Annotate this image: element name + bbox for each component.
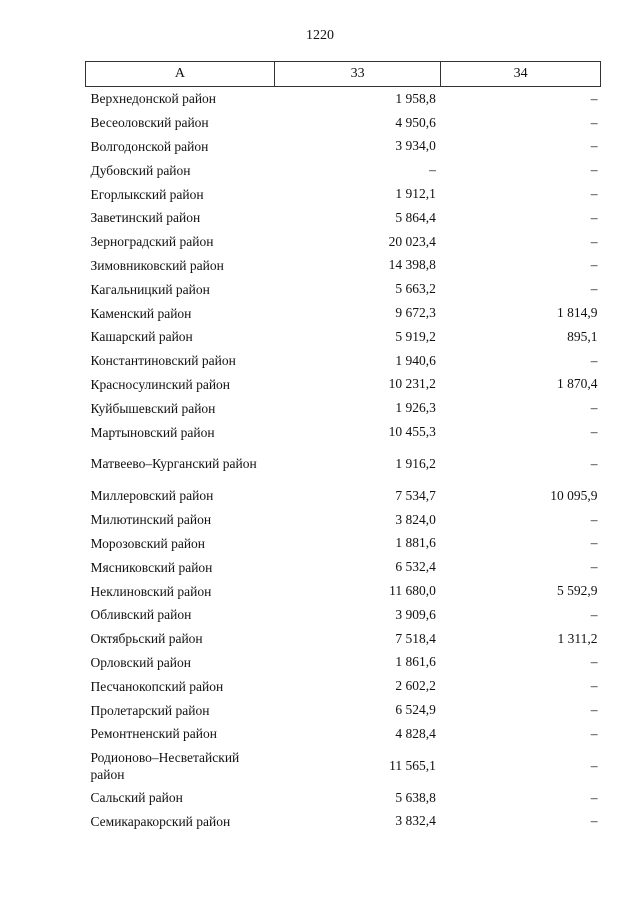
district-name-cell: Родионово–Несветайский район bbox=[90, 749, 240, 782]
district-name-cell: Константиновский район bbox=[90, 353, 236, 369]
value-33-cell: 1 926,3 bbox=[395, 400, 436, 416]
district-name-cell: Волгодонской район bbox=[90, 138, 209, 154]
district-name-cell: Милютинский район bbox=[90, 512, 212, 528]
district-name-cell: Неклиновский район bbox=[90, 583, 212, 599]
value-33-cell: 4 950,6 bbox=[395, 114, 436, 130]
value-33-cell: 6 532,4 bbox=[395, 559, 436, 575]
value-34-cell: 10 095,9 bbox=[550, 487, 598, 503]
district-name-cell: Пролетарский район bbox=[90, 702, 210, 718]
table-header bbox=[86, 62, 601, 87]
value-34-cell: – bbox=[590, 209, 598, 225]
table-row bbox=[86, 444, 601, 484]
value-33-cell: 1 916,2 bbox=[395, 455, 436, 471]
value-34-cell: 1 870,4 bbox=[557, 376, 598, 392]
value-34-cell: – bbox=[590, 281, 598, 297]
value-34-cell: – bbox=[590, 186, 598, 202]
value-34-cell: – bbox=[590, 559, 598, 575]
district-name-cell: Миллеровский район bbox=[90, 488, 214, 504]
value-34-cell: – bbox=[590, 352, 598, 368]
value-34-cell: 1 311,2 bbox=[557, 630, 598, 646]
district-name-cell: Кагальницкий район bbox=[90, 281, 210, 297]
value-34-cell: – bbox=[590, 702, 598, 718]
district-name-cell: Песчанокопский район bbox=[90, 678, 224, 694]
district-name-cell: Дубовский район bbox=[90, 162, 191, 178]
table-row bbox=[86, 325, 601, 349]
district-name-cell: Мартыновский район bbox=[90, 424, 215, 440]
value-33-cell: 3 832,4 bbox=[395, 813, 436, 829]
value-33-cell: 5 638,8 bbox=[395, 789, 436, 805]
value-34-cell: – bbox=[590, 725, 598, 741]
value-34-cell: – bbox=[590, 400, 598, 416]
table-row bbox=[86, 349, 601, 373]
table-row bbox=[86, 206, 601, 230]
district-name-cell: Ремонтненский район bbox=[90, 726, 217, 742]
header-row bbox=[86, 62, 601, 87]
table-row bbox=[86, 182, 601, 206]
value-34-cell: – bbox=[590, 757, 598, 773]
district-name-cell: Мясниковский район bbox=[90, 559, 213, 575]
table-row bbox=[86, 111, 601, 135]
value-33-cell: 5 864,4 bbox=[395, 209, 436, 225]
table-row bbox=[86, 420, 601, 444]
district-name-cell: Октябрьский район bbox=[90, 631, 203, 647]
value-33-cell: 20 023,4 bbox=[388, 233, 436, 249]
value-33-cell: 1 881,6 bbox=[395, 535, 436, 551]
district-name-cell: Зерноградский район bbox=[90, 234, 214, 250]
value-34-cell: 5 592,9 bbox=[557, 583, 598, 599]
value-34-cell: – bbox=[590, 535, 598, 551]
district-name-cell: Верхнедонской район bbox=[90, 91, 217, 107]
table-row bbox=[86, 627, 601, 651]
value-34-cell: – bbox=[590, 114, 598, 130]
value-33-cell: 2 602,2 bbox=[395, 678, 436, 694]
value-34-cell: – bbox=[590, 90, 598, 106]
table-row bbox=[86, 254, 601, 278]
table-row bbox=[86, 484, 601, 508]
district-name-cell: Каменский район bbox=[90, 305, 192, 321]
value-33-cell: 3 934,0 bbox=[395, 138, 436, 154]
value-33-cell: 4 828,4 bbox=[395, 725, 436, 741]
district-name-cell: Морозовский район bbox=[90, 535, 206, 551]
value-33-cell: 6 524,9 bbox=[395, 702, 436, 718]
value-34-cell: – bbox=[590, 606, 598, 622]
district-name-cell: Красносулинский район bbox=[90, 376, 231, 392]
value-33-cell: 5 663,2 bbox=[395, 281, 436, 297]
value-33-cell: 1 940,6 bbox=[395, 352, 436, 368]
header-col-a: А bbox=[86, 62, 275, 87]
value-33-cell: 3 824,0 bbox=[395, 511, 436, 527]
value-33-cell: 7 534,7 bbox=[395, 487, 436, 503]
district-name-cell: Обливский район bbox=[90, 607, 192, 623]
district-name-cell: Семикаракорский район bbox=[90, 813, 231, 829]
value-34-cell: – bbox=[590, 257, 598, 273]
district-name-cell: Заветинский район bbox=[90, 210, 201, 226]
table-row bbox=[86, 579, 601, 603]
table-row bbox=[86, 722, 601, 746]
page-number: 1220 bbox=[306, 28, 334, 43]
table-row bbox=[86, 87, 601, 111]
value-33-cell: 11 680,0 bbox=[389, 583, 436, 599]
table-row bbox=[86, 810, 601, 834]
table-row bbox=[86, 158, 601, 182]
value-33-cell: 1 958,8 bbox=[395, 90, 436, 106]
value-33-cell: 3 909,6 bbox=[395, 606, 436, 622]
value-33-cell: 1 861,6 bbox=[395, 654, 436, 670]
district-name-cell: Матвеево–Курганский район bbox=[90, 456, 257, 472]
value-34-cell: – bbox=[590, 138, 598, 154]
value-33-cell: 14 398,8 bbox=[388, 257, 436, 273]
value-34-cell: – bbox=[590, 813, 598, 829]
value-33-cell: – bbox=[429, 162, 436, 178]
district-name-cell: Зимовниковский район bbox=[90, 257, 224, 273]
value-34-cell: 895,1 bbox=[567, 328, 598, 344]
table-row bbox=[86, 277, 601, 301]
value-33-cell: 5 919,2 bbox=[395, 328, 436, 344]
table-row bbox=[86, 555, 601, 579]
table-row bbox=[86, 698, 601, 722]
table-row bbox=[86, 230, 601, 254]
table-row bbox=[86, 603, 601, 627]
value-34-cell: 1 814,9 bbox=[557, 305, 598, 321]
table-row bbox=[86, 301, 601, 325]
table-row bbox=[86, 532, 601, 556]
budget-table bbox=[85, 61, 601, 833]
table-row bbox=[86, 786, 601, 810]
district-name-cell: Весеоловский район bbox=[90, 115, 209, 131]
value-33-cell: 9 672,3 bbox=[395, 305, 436, 321]
value-33-cell: 7 518,4 bbox=[395, 630, 436, 646]
table-body bbox=[86, 87, 601, 834]
value-33-cell: 1 912,1 bbox=[395, 186, 436, 202]
table-row bbox=[86, 135, 601, 159]
value-34-cell: – bbox=[590, 233, 598, 249]
district-name-cell: Сальский район bbox=[90, 790, 183, 806]
value-34-cell: – bbox=[590, 162, 598, 178]
value-33-cell: 11 565,1 bbox=[389, 757, 436, 773]
header-col-33: 33 bbox=[274, 62, 441, 87]
value-34-cell: – bbox=[590, 789, 598, 805]
value-34-cell: – bbox=[590, 654, 598, 670]
header-col-34: 34 bbox=[441, 62, 601, 87]
district-name-cell: Кашарский район bbox=[90, 329, 193, 345]
table-row bbox=[86, 651, 601, 675]
district-name-cell: Куйбышевский район bbox=[90, 400, 216, 416]
table-row bbox=[86, 396, 601, 420]
value-33-cell: 10 231,2 bbox=[388, 376, 436, 392]
district-name-cell: Егорлыкский район bbox=[90, 186, 204, 202]
value-34-cell: – bbox=[590, 424, 598, 440]
table-row bbox=[86, 674, 601, 698]
table-row bbox=[86, 746, 601, 786]
district-name-cell: Орловский район bbox=[90, 654, 191, 670]
table-row bbox=[86, 373, 601, 397]
value-34-cell: – bbox=[590, 678, 598, 694]
value-33-cell: 10 455,3 bbox=[388, 424, 436, 440]
value-34-cell: – bbox=[590, 511, 598, 527]
value-34-cell: – bbox=[590, 455, 598, 471]
table-row bbox=[86, 508, 601, 532]
